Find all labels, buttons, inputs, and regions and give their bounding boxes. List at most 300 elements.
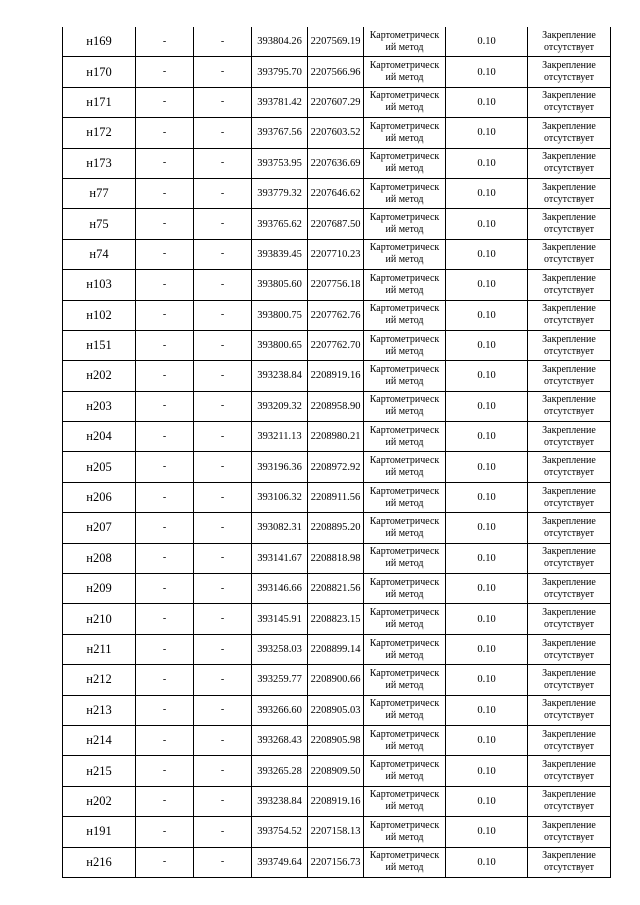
point-name-cell: н151 bbox=[63, 330, 136, 360]
point-name-cell: н209 bbox=[63, 574, 136, 604]
marker-description-cell bbox=[528, 817, 611, 847]
coordinate-y-cell: 2207762.76 bbox=[308, 300, 364, 330]
method-cell bbox=[364, 118, 446, 148]
accuracy-cell: 0.10 bbox=[446, 786, 528, 816]
table-row bbox=[63, 543, 611, 573]
coordinate-x-cell: 393795.70 bbox=[252, 57, 308, 87]
coordinate-x-cell: 393800.65 bbox=[252, 330, 308, 360]
empty-value-cell: - bbox=[194, 209, 252, 239]
coordinate-y-cell: 2207566.96 bbox=[308, 57, 364, 87]
table-row bbox=[63, 847, 611, 877]
method-cell-line: ий метод bbox=[385, 649, 424, 661]
coordinate-y-cell: 2207158.13 bbox=[308, 817, 364, 847]
accuracy-cell: 0.10 bbox=[446, 270, 528, 300]
accuracy-cell: 0.10 bbox=[446, 725, 528, 755]
empty-value-cell: - bbox=[194, 422, 252, 452]
marker-description-cell bbox=[528, 634, 611, 664]
method-cell-line: Картометрическ bbox=[369, 29, 440, 41]
marker-description-cell bbox=[528, 118, 611, 148]
table-row bbox=[63, 361, 611, 391]
method-cell-line: ий метод bbox=[385, 497, 424, 509]
empty-value-cell: - bbox=[136, 148, 194, 178]
accuracy-cell: 0.10 bbox=[446, 634, 528, 664]
marker-description-cell bbox=[528, 361, 611, 391]
method-cell-line: ий метод bbox=[385, 619, 424, 631]
coordinate-y-cell: 2208821.56 bbox=[308, 574, 364, 604]
marker-description-cell-line: отсутствует bbox=[543, 41, 595, 53]
empty-value-cell: - bbox=[136, 330, 194, 360]
marker-description-cell-line: отсутствует bbox=[543, 436, 595, 448]
marker-description-cell-line: отсутствует bbox=[543, 254, 595, 266]
marker-description-cell-line: отсутствует bbox=[543, 862, 595, 874]
coordinate-x-cell: 393779.32 bbox=[252, 178, 308, 208]
empty-value-cell: - bbox=[136, 725, 194, 755]
marker-description-cell-line: отсутствует bbox=[543, 771, 595, 783]
method-cell-line: Картометрическ bbox=[369, 637, 440, 649]
empty-value-cell: - bbox=[136, 87, 194, 117]
empty-value-cell: - bbox=[136, 786, 194, 816]
coordinate-y-cell: 2207687.50 bbox=[308, 209, 364, 239]
point-name-cell: н213 bbox=[63, 695, 136, 725]
marker-description-cell-line: отсутствует bbox=[543, 224, 595, 236]
coordinate-x-cell: 393238.84 bbox=[252, 786, 308, 816]
coordinate-y-cell: 2207569.19 bbox=[308, 27, 364, 57]
method-cell-line: ий метод bbox=[385, 831, 424, 843]
point-name-cell: н172 bbox=[63, 118, 136, 148]
coordinate-y-cell: 2208823.15 bbox=[308, 604, 364, 634]
marker-description-cell-line: Закрепление bbox=[542, 728, 596, 740]
point-name-cell: н173 bbox=[63, 148, 136, 178]
point-name-cell: н204 bbox=[63, 422, 136, 452]
accuracy-cell: 0.10 bbox=[446, 452, 528, 482]
method-cell bbox=[364, 361, 446, 391]
coordinate-x-cell: 393268.43 bbox=[252, 725, 308, 755]
empty-value-cell: - bbox=[194, 482, 252, 512]
empty-value-cell: - bbox=[194, 513, 252, 543]
method-cell-line: Картометрическ bbox=[369, 303, 440, 315]
marker-description-cell-line: отсутствует bbox=[543, 679, 595, 691]
method-cell bbox=[364, 422, 446, 452]
marker-description-cell-line: Закрепление bbox=[542, 333, 596, 345]
point-name-cell: н202 bbox=[63, 786, 136, 816]
method-cell-line: Картометрическ bbox=[369, 242, 440, 254]
marker-description-cell bbox=[528, 422, 611, 452]
empty-value-cell: - bbox=[136, 57, 194, 87]
point-name-cell: н206 bbox=[63, 482, 136, 512]
marker-description-cell-line: отсутствует bbox=[543, 345, 595, 357]
marker-description-cell bbox=[528, 27, 611, 57]
table-body bbox=[63, 27, 611, 877]
coordinates-table bbox=[62, 27, 611, 878]
coordinate-x-cell: 393767.56 bbox=[252, 118, 308, 148]
coordinate-x-cell: 393839.45 bbox=[252, 239, 308, 269]
coordinate-y-cell: 2207607.29 bbox=[308, 87, 364, 117]
method-cell-line: ий метод bbox=[385, 41, 424, 53]
marker-description-cell-line: Закрепление bbox=[542, 637, 596, 649]
marker-description-cell-line: отсутствует bbox=[543, 375, 595, 387]
marker-description-cell-line: Закрепление bbox=[542, 29, 596, 41]
accuracy-cell: 0.10 bbox=[446, 391, 528, 421]
empty-value-cell: - bbox=[136, 391, 194, 421]
marker-description-cell bbox=[528, 452, 611, 482]
method-cell bbox=[364, 725, 446, 755]
method-cell bbox=[364, 574, 446, 604]
coordinate-x-cell: 393753.95 bbox=[252, 148, 308, 178]
marker-description-cell-line: Закрепление bbox=[542, 546, 596, 558]
point-name-cell: н170 bbox=[63, 57, 136, 87]
table-row bbox=[63, 786, 611, 816]
empty-value-cell: - bbox=[194, 847, 252, 877]
coordinate-x-cell: 393781.42 bbox=[252, 87, 308, 117]
coordinate-x-cell: 393265.28 bbox=[252, 756, 308, 786]
marker-description-cell bbox=[528, 87, 611, 117]
empty-value-cell: - bbox=[136, 118, 194, 148]
marker-description-cell-line: Закрепление bbox=[542, 485, 596, 497]
coordinate-x-cell: 393258.03 bbox=[252, 634, 308, 664]
method-cell-line: ий метод bbox=[385, 467, 424, 479]
empty-value-cell: - bbox=[194, 725, 252, 755]
marker-description-cell-line: Закрепление bbox=[542, 242, 596, 254]
method-cell-line: ий метод bbox=[385, 527, 424, 539]
coordinate-y-cell: 2208818.98 bbox=[308, 543, 364, 573]
empty-value-cell: - bbox=[194, 391, 252, 421]
empty-value-cell: - bbox=[136, 513, 194, 543]
accuracy-cell: 0.10 bbox=[446, 178, 528, 208]
method-cell-line: Картометрическ bbox=[369, 60, 440, 72]
empty-value-cell: - bbox=[194, 695, 252, 725]
marker-description-cell bbox=[528, 665, 611, 695]
empty-value-cell: - bbox=[194, 604, 252, 634]
table-row bbox=[63, 695, 611, 725]
method-cell-line: Картометрическ bbox=[369, 120, 440, 132]
empty-value-cell: - bbox=[194, 118, 252, 148]
method-cell bbox=[364, 87, 446, 117]
method-cell-line: Картометрическ bbox=[369, 576, 440, 588]
empty-value-cell: - bbox=[194, 57, 252, 87]
method-cell-line: Картометрическ bbox=[369, 667, 440, 679]
marker-description-cell-line: отсутствует bbox=[543, 72, 595, 84]
empty-value-cell: - bbox=[136, 574, 194, 604]
method-cell-line: Картометрическ bbox=[369, 515, 440, 527]
marker-description-cell bbox=[528, 270, 611, 300]
point-name-cell: н210 bbox=[63, 604, 136, 634]
coordinate-y-cell: 2207646.62 bbox=[308, 178, 364, 208]
method-cell-line: Картометрическ bbox=[369, 424, 440, 436]
table-row bbox=[63, 725, 611, 755]
coordinate-x-cell: 393141.67 bbox=[252, 543, 308, 573]
empty-value-cell: - bbox=[136, 452, 194, 482]
table-row bbox=[63, 452, 611, 482]
method-cell-line: Картометрическ bbox=[369, 90, 440, 102]
marker-description-cell-line: Закрепление bbox=[542, 819, 596, 831]
marker-description-cell bbox=[528, 239, 611, 269]
marker-description-cell bbox=[528, 695, 611, 725]
table-row bbox=[63, 27, 611, 57]
table-row bbox=[63, 634, 611, 664]
method-cell-line: Картометрическ bbox=[369, 789, 440, 801]
empty-value-cell: - bbox=[194, 452, 252, 482]
method-cell-line: ий метод bbox=[385, 436, 424, 448]
empty-value-cell: - bbox=[136, 695, 194, 725]
method-cell-line: Картометрическ bbox=[369, 394, 440, 406]
method-cell bbox=[364, 27, 446, 57]
coordinate-y-cell: 2207636.69 bbox=[308, 148, 364, 178]
coordinate-y-cell: 2208909.50 bbox=[308, 756, 364, 786]
point-name-cell: н169 bbox=[63, 27, 136, 57]
empty-value-cell: - bbox=[136, 239, 194, 269]
method-cell-line: Картометрическ bbox=[369, 819, 440, 831]
coordinate-x-cell: 393082.31 bbox=[252, 513, 308, 543]
method-cell bbox=[364, 665, 446, 695]
method-cell-line: ий метод bbox=[385, 254, 424, 266]
method-cell-line: ий метод bbox=[385, 224, 424, 236]
point-name-cell: н75 bbox=[63, 209, 136, 239]
method-cell-line: ий метод bbox=[385, 558, 424, 570]
empty-value-cell: - bbox=[136, 422, 194, 452]
accuracy-cell: 0.10 bbox=[446, 543, 528, 573]
coordinate-x-cell: 393238.84 bbox=[252, 361, 308, 391]
marker-description-cell-line: отсутствует bbox=[543, 619, 595, 631]
method-cell bbox=[364, 391, 446, 421]
marker-description-cell bbox=[528, 209, 611, 239]
empty-value-cell: - bbox=[136, 209, 194, 239]
method-cell-line: ий метод bbox=[385, 102, 424, 114]
point-name-cell: н205 bbox=[63, 452, 136, 482]
point-name-cell: н215 bbox=[63, 756, 136, 786]
method-cell bbox=[364, 178, 446, 208]
marker-description-cell-line: отсутствует bbox=[543, 284, 595, 296]
empty-value-cell: - bbox=[194, 330, 252, 360]
accuracy-cell: 0.10 bbox=[446, 422, 528, 452]
method-cell bbox=[364, 452, 446, 482]
point-name-cell: н191 bbox=[63, 817, 136, 847]
marker-description-cell-line: Закрепление bbox=[542, 90, 596, 102]
coordinate-x-cell: 393146.66 bbox=[252, 574, 308, 604]
method-cell bbox=[364, 756, 446, 786]
accuracy-cell: 0.10 bbox=[446, 87, 528, 117]
method-cell-line: ий метод bbox=[385, 72, 424, 84]
accuracy-cell: 0.10 bbox=[446, 361, 528, 391]
coordinate-x-cell: 393106.32 bbox=[252, 482, 308, 512]
marker-description-cell bbox=[528, 725, 611, 755]
marker-description-cell-line: Закрепление bbox=[542, 424, 596, 436]
method-cell-line: ий метод bbox=[385, 132, 424, 144]
empty-value-cell: - bbox=[194, 574, 252, 604]
coordinate-y-cell: 2208919.16 bbox=[308, 786, 364, 816]
method-cell-line: Картометрическ bbox=[369, 485, 440, 497]
method-cell bbox=[364, 695, 446, 725]
point-name-cell: н77 bbox=[63, 178, 136, 208]
empty-value-cell: - bbox=[194, 27, 252, 57]
method-cell-line: ий метод bbox=[385, 375, 424, 387]
point-name-cell: н212 bbox=[63, 665, 136, 695]
marker-description-cell-line: отсутствует bbox=[543, 315, 595, 327]
marker-description-cell-line: Закрепление bbox=[542, 850, 596, 862]
method-cell-line: ий метод bbox=[385, 771, 424, 783]
marker-description-cell-line: Закрепление bbox=[542, 515, 596, 527]
coordinate-y-cell: 2207756.18 bbox=[308, 270, 364, 300]
method-cell bbox=[364, 513, 446, 543]
empty-value-cell: - bbox=[194, 270, 252, 300]
table-row bbox=[63, 209, 611, 239]
empty-value-cell: - bbox=[194, 634, 252, 664]
method-cell-line: Картометрическ bbox=[369, 333, 440, 345]
method-cell bbox=[364, 634, 446, 664]
coordinate-x-cell: 393804.26 bbox=[252, 27, 308, 57]
method-cell bbox=[364, 148, 446, 178]
method-cell-line: Картометрическ bbox=[369, 272, 440, 284]
marker-description-cell-line: отсутствует bbox=[543, 558, 595, 570]
method-cell-line: ий метод bbox=[385, 315, 424, 327]
empty-value-cell: - bbox=[194, 178, 252, 208]
marker-description-cell bbox=[528, 57, 611, 87]
coordinate-x-cell: 393211.13 bbox=[252, 422, 308, 452]
empty-value-cell: - bbox=[194, 87, 252, 117]
coordinate-y-cell: 2208972.92 bbox=[308, 452, 364, 482]
marker-description-cell-line: Закрепление bbox=[542, 363, 596, 375]
marker-description-cell bbox=[528, 178, 611, 208]
coordinate-y-cell: 2207762.70 bbox=[308, 330, 364, 360]
point-name-cell: н102 bbox=[63, 300, 136, 330]
marker-description-cell-line: Закрепление bbox=[542, 212, 596, 224]
marker-description-cell-line: отсутствует bbox=[543, 710, 595, 722]
table-row bbox=[63, 513, 611, 543]
marker-description-cell bbox=[528, 847, 611, 877]
method-cell-line: Картометрическ bbox=[369, 850, 440, 862]
coordinate-x-cell: 393800.75 bbox=[252, 300, 308, 330]
method-cell-line: ий метод bbox=[385, 163, 424, 175]
method-cell-line: Картометрическ bbox=[369, 546, 440, 558]
method-cell-line: ий метод bbox=[385, 406, 424, 418]
method-cell-line: Картометрическ bbox=[369, 607, 440, 619]
table-row bbox=[63, 118, 611, 148]
coordinate-y-cell: 2208895.20 bbox=[308, 513, 364, 543]
marker-description-cell-line: отсутствует bbox=[543, 132, 595, 144]
marker-description-cell bbox=[528, 604, 611, 634]
marker-description-cell-line: отсутствует bbox=[543, 497, 595, 509]
marker-description-cell-line: Закрепление bbox=[542, 181, 596, 193]
marker-description-cell bbox=[528, 574, 611, 604]
point-name-cell: н211 bbox=[63, 634, 136, 664]
point-name-cell: н207 bbox=[63, 513, 136, 543]
method-cell bbox=[364, 604, 446, 634]
accuracy-cell: 0.10 bbox=[446, 695, 528, 725]
empty-value-cell: - bbox=[136, 300, 194, 330]
method-cell-line: ий метод bbox=[385, 862, 424, 874]
table-row bbox=[63, 482, 611, 512]
table-row bbox=[63, 148, 611, 178]
point-name-cell: н208 bbox=[63, 543, 136, 573]
marker-description-cell bbox=[528, 330, 611, 360]
marker-description-cell-line: Закрепление bbox=[542, 120, 596, 132]
marker-description-cell-line: отсутствует bbox=[543, 406, 595, 418]
accuracy-cell: 0.10 bbox=[446, 604, 528, 634]
coordinate-y-cell: 2208905.98 bbox=[308, 725, 364, 755]
method-cell-line: ий метод bbox=[385, 345, 424, 357]
coordinate-y-cell: 2207710.23 bbox=[308, 239, 364, 269]
coordinate-x-cell: 393754.52 bbox=[252, 817, 308, 847]
method-cell-line: Картометрическ bbox=[369, 181, 440, 193]
empty-value-cell: - bbox=[136, 270, 194, 300]
table-row bbox=[63, 391, 611, 421]
marker-description-cell-line: отсутствует bbox=[543, 740, 595, 752]
marker-description-cell-line: отсутствует bbox=[543, 467, 595, 479]
coordinate-y-cell: 2208905.03 bbox=[308, 695, 364, 725]
method-cell bbox=[364, 543, 446, 573]
table-row bbox=[63, 422, 611, 452]
method-cell-line: Картометрическ bbox=[369, 698, 440, 710]
method-cell bbox=[364, 330, 446, 360]
method-cell bbox=[364, 209, 446, 239]
marker-description-cell-line: Закрепление bbox=[542, 607, 596, 619]
method-cell-line: ий метод bbox=[385, 193, 424, 205]
method-cell-line: ий метод bbox=[385, 284, 424, 296]
marker-description-cell-line: Закрепление bbox=[542, 303, 596, 315]
method-cell bbox=[364, 57, 446, 87]
table-row bbox=[63, 57, 611, 87]
point-name-cell: н214 bbox=[63, 725, 136, 755]
point-name-cell: н74 bbox=[63, 239, 136, 269]
method-cell-line: ий метод bbox=[385, 588, 424, 600]
method-cell bbox=[364, 270, 446, 300]
marker-description-cell bbox=[528, 391, 611, 421]
coordinate-y-cell: 2208899.14 bbox=[308, 634, 364, 664]
table-row bbox=[63, 270, 611, 300]
accuracy-cell: 0.10 bbox=[446, 57, 528, 87]
accuracy-cell: 0.10 bbox=[446, 330, 528, 360]
accuracy-cell: 0.10 bbox=[446, 513, 528, 543]
method-cell-line: Картометрическ bbox=[369, 728, 440, 740]
coordinate-x-cell: 393145.91 bbox=[252, 604, 308, 634]
accuracy-cell: 0.10 bbox=[446, 574, 528, 604]
marker-description-cell-line: Закрепление bbox=[542, 60, 596, 72]
coordinate-y-cell: 2208958.90 bbox=[308, 391, 364, 421]
marker-description-cell bbox=[528, 148, 611, 178]
method-cell-line: Картометрическ bbox=[369, 759, 440, 771]
marker-description-cell-line: Закрепление bbox=[542, 789, 596, 801]
method-cell-line: ий метод bbox=[385, 801, 424, 813]
marker-description-cell-line: отсутствует bbox=[543, 649, 595, 661]
coordinate-x-cell: 393209.32 bbox=[252, 391, 308, 421]
method-cell-line: ий метод bbox=[385, 710, 424, 722]
method-cell-line: ий метод bbox=[385, 679, 424, 691]
method-cell-line: Картометрическ bbox=[369, 363, 440, 375]
empty-value-cell: - bbox=[194, 817, 252, 847]
empty-value-cell: - bbox=[136, 634, 194, 664]
empty-value-cell: - bbox=[194, 543, 252, 573]
marker-description-cell bbox=[528, 482, 611, 512]
empty-value-cell: - bbox=[136, 361, 194, 391]
marker-description-cell-line: Закрепление bbox=[542, 394, 596, 406]
method-cell-line: ий метод bbox=[385, 740, 424, 752]
method-cell bbox=[364, 239, 446, 269]
point-name-cell: н216 bbox=[63, 847, 136, 877]
empty-value-cell: - bbox=[136, 847, 194, 877]
accuracy-cell: 0.10 bbox=[446, 847, 528, 877]
empty-value-cell: - bbox=[136, 604, 194, 634]
table-row bbox=[63, 665, 611, 695]
method-cell-line: Картометрическ bbox=[369, 151, 440, 163]
table-row bbox=[63, 756, 611, 786]
accuracy-cell: 0.10 bbox=[446, 239, 528, 269]
method-cell-line: Картометрическ bbox=[369, 455, 440, 467]
coordinate-y-cell: 2207603.52 bbox=[308, 118, 364, 148]
empty-value-cell: - bbox=[194, 148, 252, 178]
table-row bbox=[63, 604, 611, 634]
accuracy-cell: 0.10 bbox=[446, 300, 528, 330]
coordinate-y-cell: 2208980.21 bbox=[308, 422, 364, 452]
marker-description-cell bbox=[528, 786, 611, 816]
